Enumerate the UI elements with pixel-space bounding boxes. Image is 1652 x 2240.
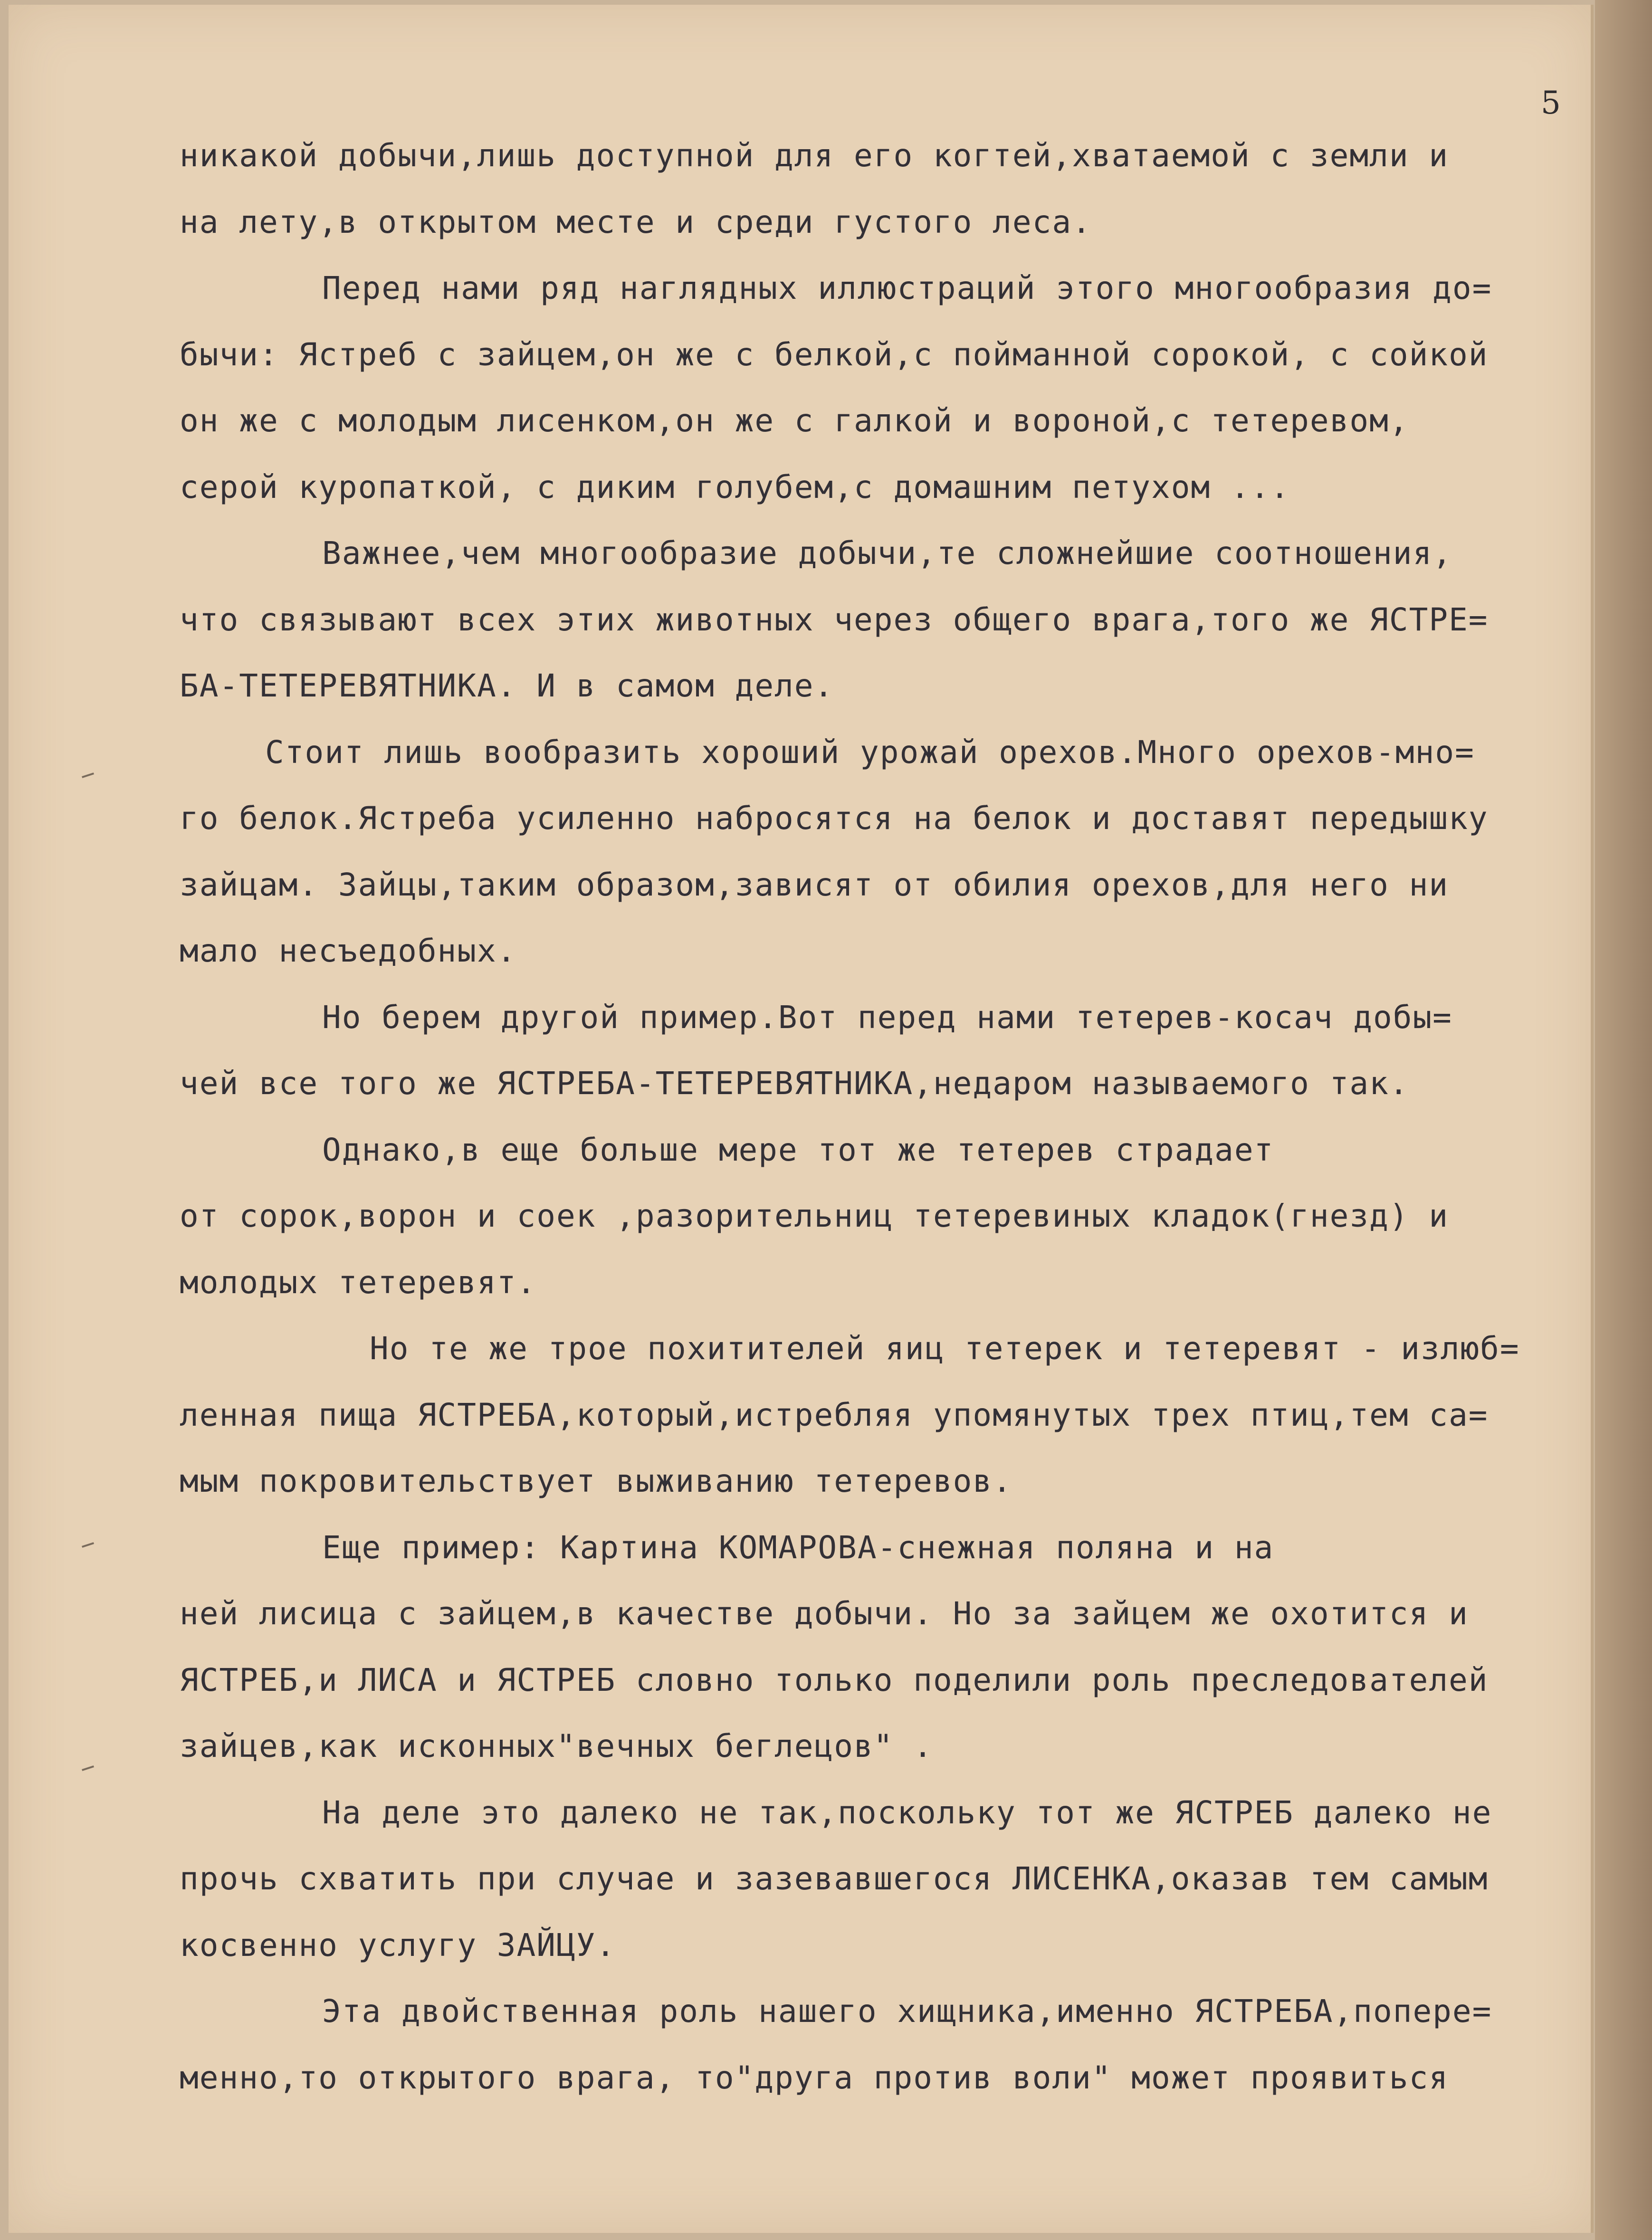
paragraph-start-line: Но берем другой пример.Вот перед нами тетерев-косач добы=	[322, 999, 1452, 1036]
text-line: прочь схватить при случае и зазевавшегося ЛИСЕНКА,оказав тем самым	[180, 1860, 1489, 1897]
page-stack-edge	[1595, 0, 1652, 2240]
text-line: зайцев,как исконных"вечных беглецов" .	[180, 1728, 933, 1764]
page-body-text	[180, 123, 1572, 2111]
text-line: чей все того же ЯСТРЕБА-ТЕТЕРЕВЯТНИКА,недаром называемого так.	[180, 1065, 1409, 1102]
text-line: косвенно услугу ЗАЙЦУ.	[180, 1926, 616, 1964]
paragraph-start-line: Перед нами ряд наглядных иллюстраций этого многообразия до=	[322, 270, 1492, 306]
text-line: ЯСТРЕБ,и ЛИСА и ЯСТРЕБ словно только поделили роль преследователей	[180, 1661, 1489, 1698]
text-line: го белок.Ястреба усиленно набросятся на белок и доставят передышку	[180, 800, 1489, 837]
paragraph-start-line: Однако,в еще больше мере тот же тетерев страдает	[322, 1131, 1274, 1168]
text-line: молодых тетеревят.	[180, 1264, 537, 1301]
text-line: мало несъедобных.	[180, 933, 517, 969]
paragraph-start-line: Стоит лишь вообразить хороший урожай орехов.Много орехов-мно=	[265, 734, 1475, 771]
text-line: что связывают всех этих животных через общего врага,того же ЯСТРЕ=	[180, 601, 1489, 638]
paragraph-start-line: На деле это далеко не так,поскольку тот же ЯСТРЕБ далеко не	[322, 1794, 1492, 1831]
text-line: менно,то открытого врага, то"друга против воли" может проявиться	[180, 2059, 1449, 2096]
page-number: 5	[1541, 85, 1561, 121]
text-line: бычи: Ястреб с зайцем,он же с белкой,с пойманной сорокой, с сойкой	[180, 336, 1489, 373]
text-line: серой куропаткой, с диким голубем,с домашним петухом ...	[180, 468, 1290, 505]
text-line: никакой добычи,лишь доступной для его когтей,хватаемой с земли и	[180, 137, 1449, 174]
text-line: он же с молодым лисенком,он же с галкой и вороной,с тетеревом,	[180, 402, 1409, 439]
text-line: от сорок,ворон и соек ,разорительниц тетеревиных кладок(гнезд) и	[180, 1198, 1449, 1234]
text-line: мым покровительствует выживанию тетеревов.	[180, 1463, 1012, 1499]
paragraph-start-line: Эта двойственная роль нашего хищника,именно ЯСТРЕБА,попере=	[322, 1993, 1492, 2030]
text-line: ней лисица с зайцем,в качестве добычи. Но за зайцем же охотится и	[180, 1595, 1469, 1632]
text-line: ленная пища ЯСТРЕБА,который,истребляя упомянутых трех птиц,тем са=	[180, 1396, 1489, 1433]
text-line: БА-ТЕТЕРЕВЯТНИКА. И в самом деле.	[180, 667, 834, 704]
text-line: зайцам. Зайцы,таким образом,зависят от обилия орехов,для него ни	[180, 866, 1449, 903]
paragraph-start-line: Еще пример: Картина КОМАРОВА-снежная поляна и на	[322, 1529, 1274, 1566]
paragraph-start-line: Но те же трое похитителей яиц тетерек и тетеревят - излюб=	[370, 1330, 1520, 1367]
paragraph-start-line: Важнее,чем многообразие добычи,те сложнейшие соотношения,	[322, 535, 1452, 572]
text-line: на лету,в открытом месте и среди густого леса.	[180, 203, 1092, 240]
